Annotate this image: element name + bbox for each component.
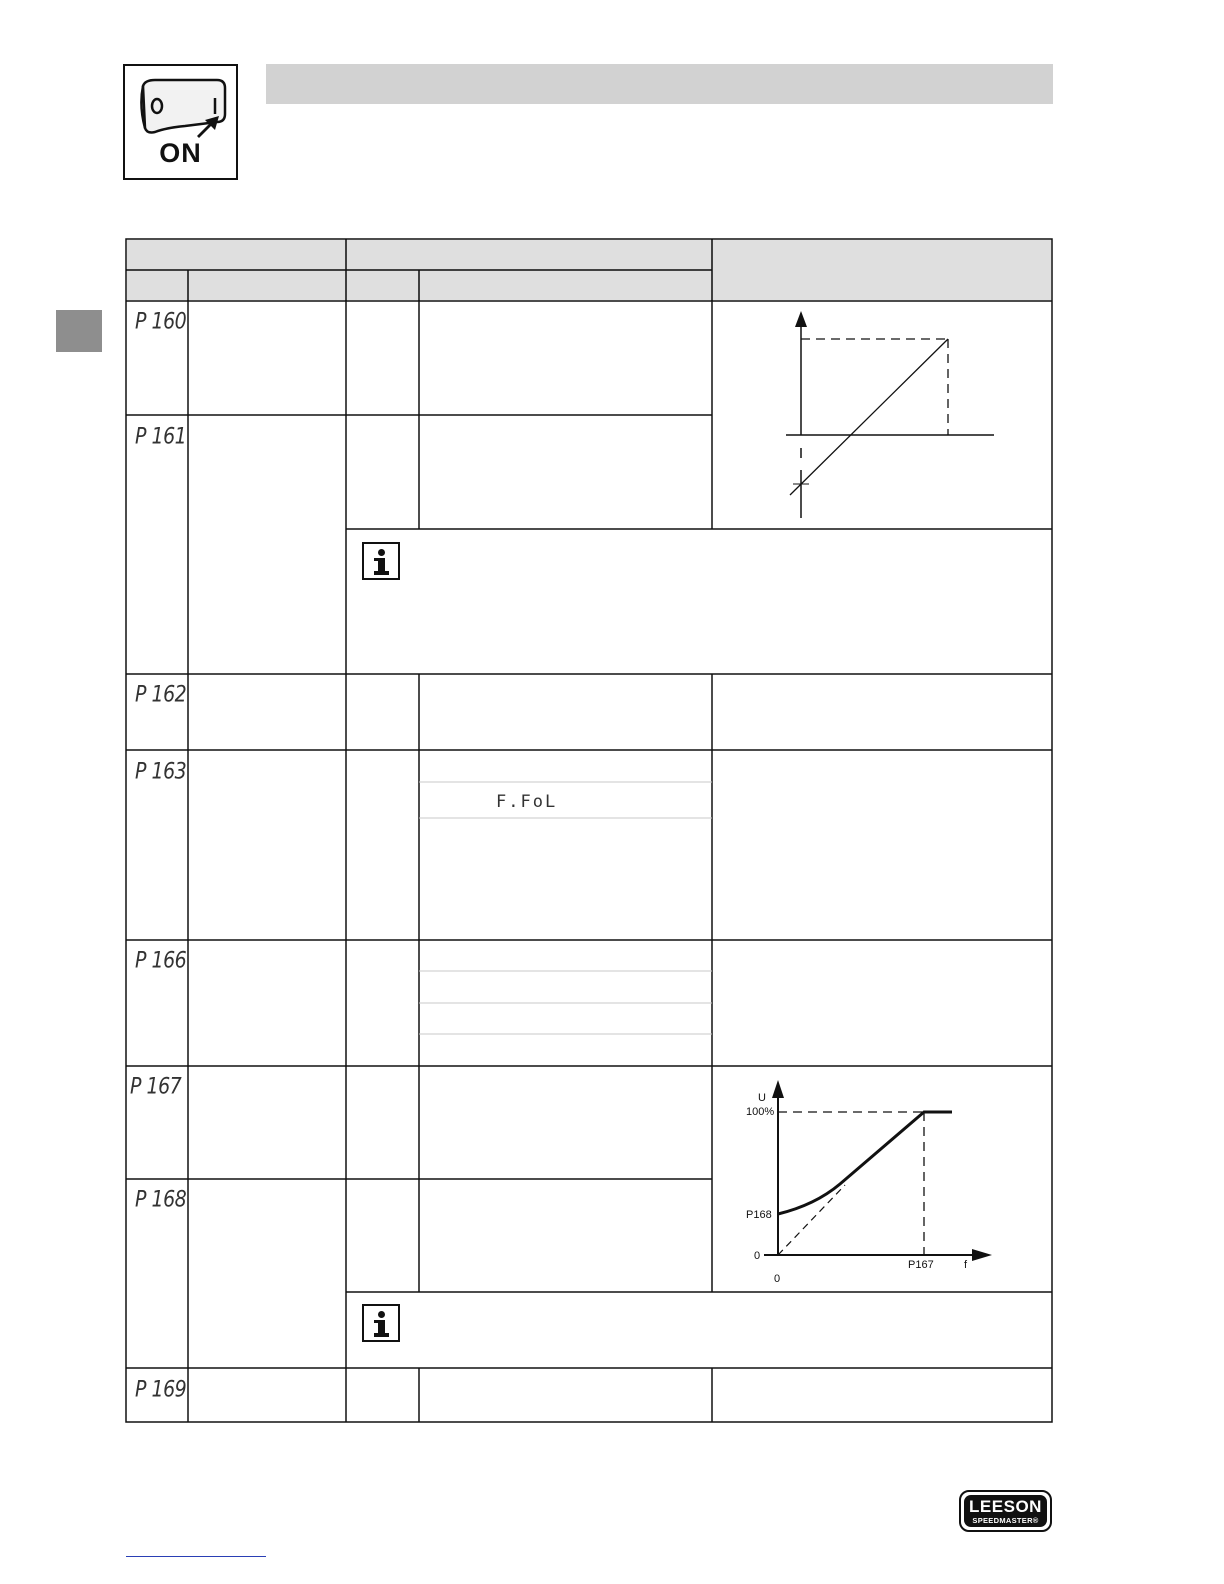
leeson-speedmaster-logo [959,1490,1052,1532]
param-code: P 161 [135,424,187,450]
param-code: P 168 [135,1187,187,1213]
param-code: P 163 [135,759,187,785]
u-axis-label: U [758,1092,766,1104]
p168-label: P168 [746,1209,772,1221]
logo-sub-text: SPEEDMASTER® [972,1516,1039,1525]
param-code: P 160 [135,309,187,335]
param-code: P 166 [135,948,187,974]
u-zero-label: 0 [754,1250,761,1262]
p167-label: P167 [908,1259,934,1271]
vf-curve [778,1112,952,1214]
on-label: ON [159,138,202,168]
f-zero-label: 0 [774,1273,781,1285]
f-axis-label: f [964,1259,968,1271]
param-code: P 169 [135,1377,187,1403]
logo-main-text: LEESON [969,1497,1042,1516]
display-value: F.FoL [496,792,558,812]
u-100-label: 100% [746,1106,775,1118]
param-code: P 167 [130,1074,182,1100]
param-code: P 162 [135,682,187,708]
footer-rule [126,1556,266,1557]
